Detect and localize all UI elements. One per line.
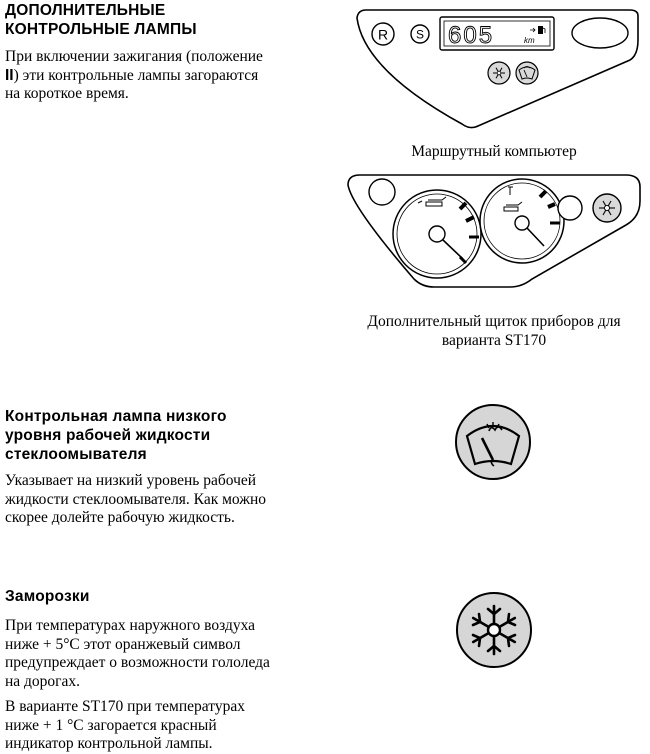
- body-line: ниже + 5°C этот оранжевый символ: [5, 635, 241, 653]
- indicator-r-label: R: [377, 26, 389, 43]
- body-line: В варианте ST170 при температурах: [5, 698, 245, 715]
- caption-line: Дополнительный щиток приборов для: [367, 313, 621, 330]
- body-line-rest: ) эти контрольные лампы загораются: [13, 66, 259, 84]
- body-line: предупреждает о возможности гололеда: [5, 654, 270, 671]
- trip-computer-button: [572, 18, 628, 48]
- aux-cluster-right-lamp: [558, 196, 582, 220]
- oil-pressure-gauge: [480, 179, 564, 263]
- oil-temperature-gauge: [393, 190, 481, 278]
- section-body-warning-lamps: [5, 48, 263, 104]
- caption-line: варианта ST170: [441, 332, 547, 349]
- trip-computer-display: [440, 17, 554, 50]
- indicator-r: [372, 23, 394, 45]
- frost-warning-lamp: [454, 590, 534, 670]
- display-unit: km: [524, 36, 535, 45]
- section-body-washer-fluid: [5, 472, 266, 528]
- heading-line: стеклоомывателя: [5, 446, 147, 463]
- heading-line: Контрольная лампа низкого: [5, 408, 227, 425]
- body-line: жидкости стеклоомывателя. Как можно: [5, 490, 267, 508]
- section-heading-warning-lamps: [5, 1, 197, 39]
- trip-computer-figure: [352, 0, 644, 136]
- body-line: на короткое время.: [5, 85, 129, 102]
- body-line: Указывает на низкий уровень рабочей: [5, 472, 257, 489]
- aux-cluster-caption: [342, 312, 646, 350]
- section-body-frost-1: [5, 617, 270, 691]
- body-line: При температурах наружного воздуха: [5, 617, 256, 634]
- washer-fluid-warning-lamp: [453, 402, 533, 482]
- aux-cluster-left-lamp: [369, 179, 395, 205]
- heading-line: КОНТРОЛЬНЫЕ ЛАМПЫ: [5, 21, 197, 38]
- heading-line: уровня рабочей жидкости: [5, 427, 211, 444]
- frost-indicator-small: [488, 62, 510, 84]
- section-body-frost-2: [5, 698, 245, 754]
- frost-indicator-cluster: [593, 194, 621, 222]
- indicator-s-label: S: [415, 27, 425, 42]
- body-line: При включении зажигания (положение: [5, 48, 263, 65]
- aux-cluster-figure: [342, 167, 646, 299]
- washer-indicator-small: [516, 62, 538, 84]
- trip-computer-caption: Маршрутный компьютер: [411, 143, 577, 160]
- body-line: ниже + 1 °C загорается красный: [5, 716, 217, 734]
- body-line: скорее долейте рабочую жидкость.: [5, 509, 235, 526]
- heading-line: ДОПОЛНИТЕЛЬНЫЕ: [5, 2, 166, 19]
- section-heading-washer-fluid: [5, 407, 227, 464]
- ignition-position-numeral: II: [5, 66, 14, 84]
- body-line: [5, 67, 263, 86]
- display-digits: 605: [448, 22, 495, 49]
- indicator-s: [411, 25, 429, 43]
- section-heading-frost: Заморозки: [5, 588, 90, 605]
- body-line: на дорогах.: [5, 672, 81, 690]
- body-line: индикатор контрольной лампы.: [5, 735, 213, 752]
